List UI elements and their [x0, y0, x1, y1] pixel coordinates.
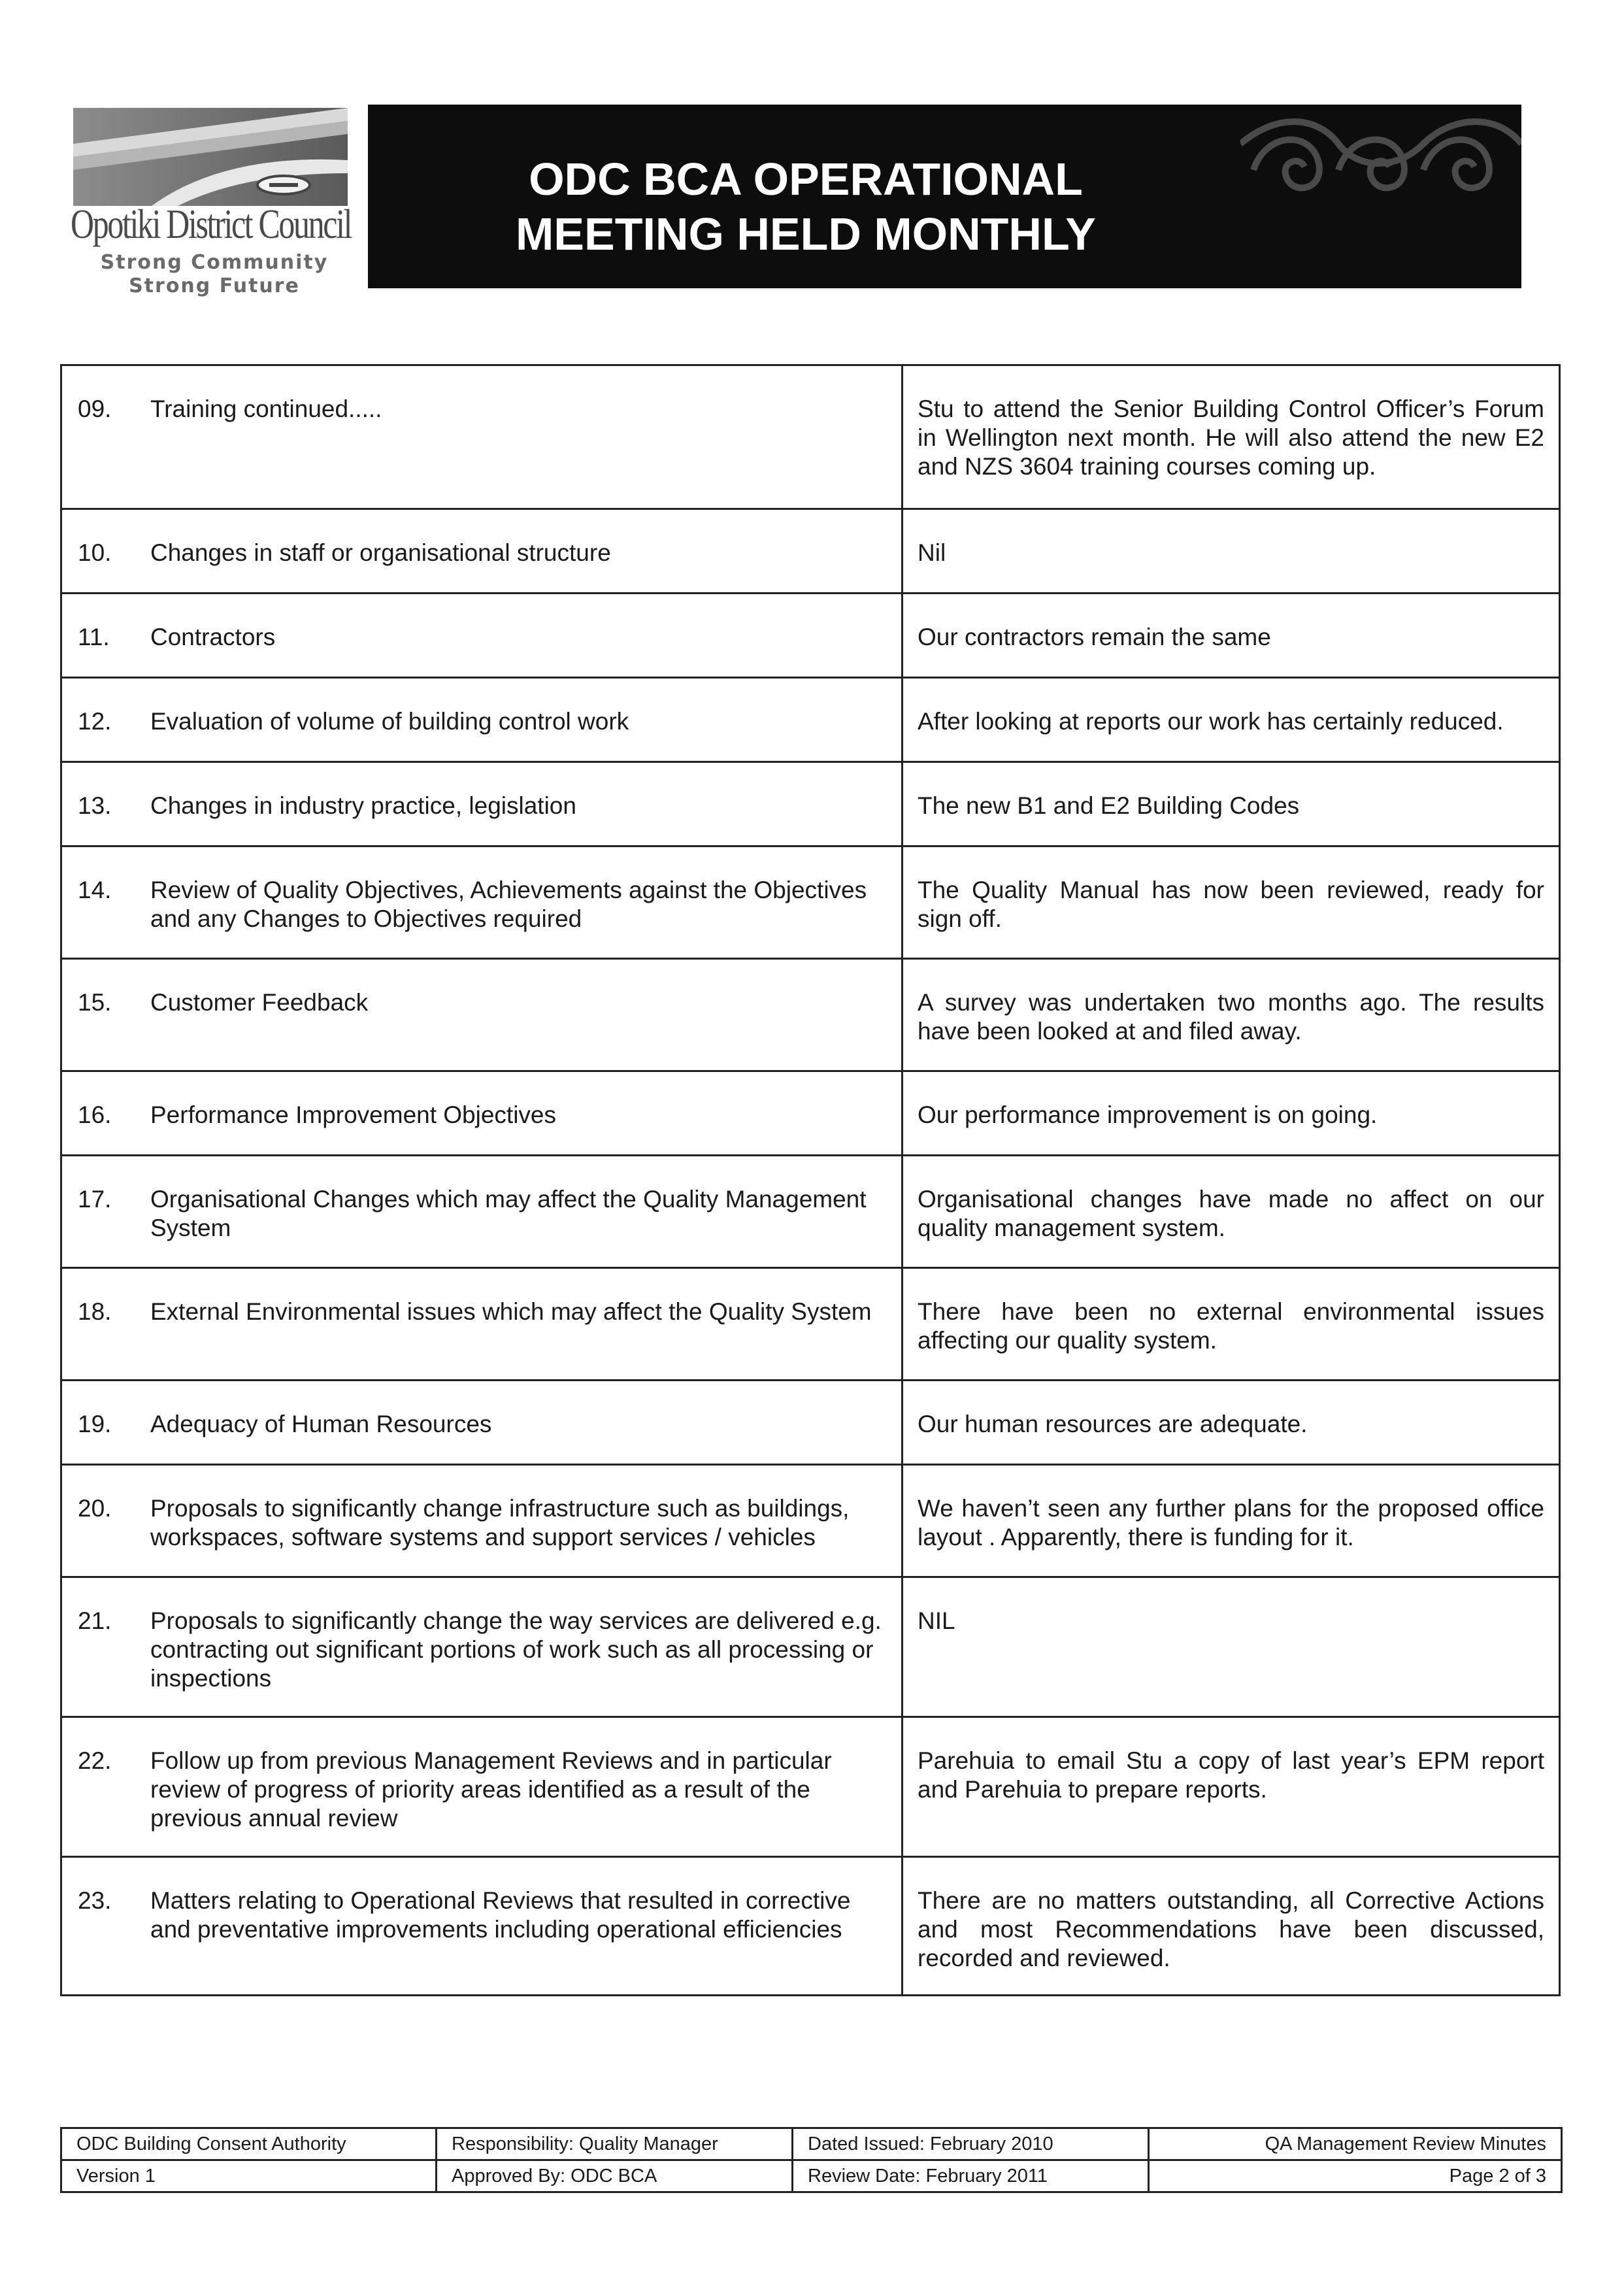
item-outcome: Our contractors remain the same — [918, 624, 1271, 650]
item-number: 14. — [78, 877, 112, 903]
outcome-cell — [903, 594, 1559, 677]
outcome-cell — [903, 960, 1559, 1070]
outcome-cell — [903, 1858, 1559, 1994]
topic-cell — [62, 1156, 903, 1267]
topic-cell — [62, 1381, 903, 1464]
footer-page-number: Page 2 of 3 — [1149, 2160, 1562, 2192]
outcome-cell — [903, 510, 1559, 592]
table-row — [62, 1267, 1559, 1379]
outcome-cell — [903, 1381, 1559, 1464]
item-topic: Performance Improvement Objectives — [150, 1101, 557, 1128]
topic-cell — [62, 847, 903, 958]
item-number: 10. — [78, 539, 112, 566]
item-topic: Proposals to significantly change infrastructure such as buildings, workspaces, software systems and support services / vehicles — [150, 1495, 850, 1550]
table-row — [62, 845, 1559, 958]
council-tagline-2: Strong Future — [129, 275, 300, 297]
council-name: Opotiki District Council — [71, 201, 352, 247]
topic-cell — [62, 1578, 903, 1716]
topic-cell — [62, 1072, 903, 1154]
item-topic: Matters relating to Operational Reviews that resulted in corrective and preventative improvements including operational efficiencies — [150, 1887, 851, 1943]
item-topic: Changes in staff or organisational structure — [150, 539, 611, 566]
item-topic: Organisational Changes which may affect the Quality Management System — [150, 1186, 867, 1241]
council-tagline-1: Strong Community — [100, 251, 329, 274]
item-number: 17. — [78, 1186, 112, 1213]
footer-row-1 — [61, 2128, 1562, 2160]
item-topic: Changes in industry practice, legislation — [150, 792, 576, 819]
item-outcome: There have been no external environmental issues affecting our quality system. — [918, 1298, 1544, 1354]
topic-cell — [62, 763, 903, 845]
topic-cell — [62, 366, 903, 508]
table-row — [62, 1379, 1559, 1464]
topic-cell — [62, 1269, 903, 1379]
item-number: 18. — [78, 1298, 112, 1325]
table-row — [62, 1576, 1559, 1716]
outcome-cell — [903, 678, 1559, 761]
item-outcome: Organisational changes have made no affect on our quality management system. — [918, 1186, 1544, 1241]
item-topic: Adequacy of Human Resources — [150, 1411, 492, 1437]
topic-cell — [62, 960, 903, 1070]
table-row — [62, 1856, 1559, 1994]
footer-row-2 — [61, 2160, 1562, 2192]
item-outcome: There are no matters outstanding, all Corrective Actions and most Recommendations have been discussed, recorded and reviewed. — [918, 1887, 1544, 1971]
item-number: 12. — [78, 708, 112, 735]
topic-cell — [62, 1858, 903, 1994]
item-outcome: NIL — [918, 1607, 955, 1634]
outcome-cell — [903, 1578, 1559, 1716]
outcome-cell — [903, 847, 1559, 958]
item-number: 09. — [78, 395, 112, 422]
item-topic: External Environmental issues which may affect the Quality System — [150, 1298, 872, 1325]
table-row — [62, 1716, 1559, 1856]
topic-cell — [62, 1718, 903, 1856]
item-topic: Contractors — [150, 624, 276, 650]
outcome-cell — [903, 366, 1559, 508]
footer-review-date: Review Date: February 2011 — [793, 2160, 1149, 2192]
table-row — [62, 958, 1559, 1070]
item-topic: Evaluation of volume of building control work — [150, 708, 629, 735]
table-row — [62, 508, 1559, 592]
outcome-cell — [903, 1466, 1559, 1576]
council-logo — [71, 108, 371, 297]
item-number: 21. — [78, 1607, 112, 1634]
item-outcome: Parehuia to email Stu a copy of last year’s EPM report and Parehuia to prepare reports. — [918, 1747, 1544, 1803]
footer-doc-title: QA Management Review Minutes — [1149, 2128, 1562, 2160]
title-banner — [368, 105, 1521, 288]
item-outcome: Stu to attend the Senior Building Control Officer’s Forum in Wellington next month. He will also attend the new E2 and NZS 3604 training courses coming up. — [918, 395, 1544, 480]
item-number: 15. — [78, 989, 112, 1016]
item-topic: Review of Quality Objectives, Achievements against the Objectives and any Changes to Objectives required — [150, 877, 867, 932]
item-number: 16. — [78, 1101, 112, 1128]
item-topic: Training continued..... — [150, 395, 382, 422]
item-outcome: The Quality Manual has now been reviewed, ready for sign off. — [918, 877, 1544, 932]
footer-dated-issued: Dated Issued: February 2010 — [793, 2128, 1149, 2160]
title-line-1: ODC BCA OPERATIONAL — [529, 154, 1083, 205]
koru-pattern-decoration — [1240, 105, 1521, 209]
footer-approved-by: Approved By: ODC BCA — [437, 2160, 793, 2192]
item-outcome: The new B1 and E2 Building Codes — [918, 792, 1300, 819]
table-row — [62, 592, 1559, 677]
table-row — [62, 1070, 1559, 1154]
footer-authority: ODC Building Consent Authority — [61, 2128, 437, 2160]
outcome-cell — [903, 1072, 1559, 1154]
table-row — [62, 366, 1559, 508]
table-row — [62, 761, 1559, 845]
page-title — [368, 152, 1244, 261]
topic-cell — [62, 510, 903, 592]
item-outcome: Our performance improvement is on going. — [918, 1101, 1378, 1128]
document-footer-table — [60, 2127, 1563, 2193]
item-number: 20. — [78, 1495, 112, 1522]
title-line-2: MEETING HELD MONTHLY — [516, 209, 1096, 260]
outcome-cell — [903, 1718, 1559, 1856]
outcome-cell — [903, 763, 1559, 845]
item-number: 22. — [78, 1747, 112, 1774]
table-row — [62, 1464, 1559, 1576]
item-topic: Proposals to significantly change the way services are delivered e.g. contracting out significant portions of work such as all processing or inspections — [150, 1607, 882, 1692]
item-number: 19. — [78, 1411, 112, 1437]
topic-cell — [62, 1466, 903, 1576]
item-number: 23. — [78, 1887, 112, 1914]
footer-responsibility: Responsibility: Quality Manager — [437, 2128, 793, 2160]
outcome-cell — [903, 1156, 1559, 1267]
item-topic: Customer Feedback — [150, 989, 369, 1016]
outcome-cell — [903, 1269, 1559, 1379]
table-row — [62, 1154, 1559, 1267]
item-outcome: Nil — [918, 539, 946, 566]
item-outcome: Our human resources are adequate. — [918, 1411, 1308, 1437]
item-outcome: We haven’t seen any further plans for the proposed office layout . Apparently, there is funding for it. — [918, 1495, 1544, 1550]
item-topic: Follow up from previous Management Reviews and in particular review of progress of priority areas identified as a result of the previous annual review — [150, 1747, 832, 1832]
item-outcome: A survey was undertaken two months ago. The results have been looked at and filed away. — [918, 989, 1544, 1045]
item-number: 11. — [78, 624, 110, 650]
item-number: 13. — [78, 792, 112, 819]
item-outcome: After looking at reports our work has certainly reduced. — [918, 708, 1504, 735]
council-logo-graphic — [73, 108, 348, 206]
footer-version: Version 1 — [61, 2160, 437, 2192]
table-row — [62, 677, 1559, 761]
review-items-table — [60, 364, 1561, 1996]
topic-cell — [62, 678, 903, 761]
topic-cell — [62, 594, 903, 677]
